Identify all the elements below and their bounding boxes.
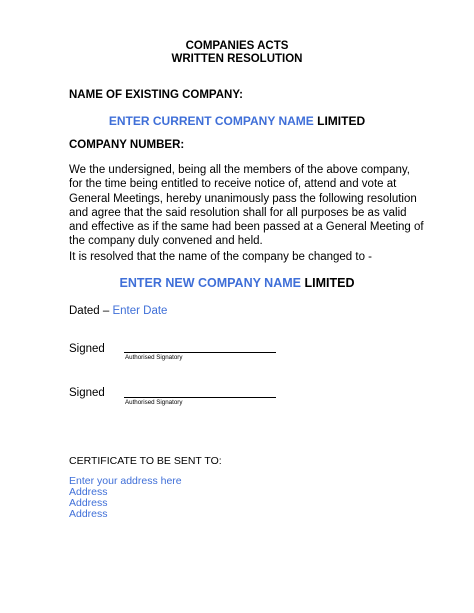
resolution-paragraph	[69, 163, 449, 249]
date-placeholder[interactable]: Enter Date	[112, 305, 168, 317]
certificate-label: CERTIFICATE TO BE SENT TO:	[69, 455, 222, 467]
authorised-signatory-caption: Authorised Signatory	[125, 354, 183, 361]
signed-label: Signed	[69, 387, 105, 399]
paragraph-line: We the undersigned, being all the members of the above company,	[69, 164, 410, 176]
address-block[interactable]	[69, 476, 182, 520]
address-line[interactable]: Address	[69, 508, 108, 520]
dated-row	[69, 304, 167, 318]
existing-company-suffix: LIMITED	[317, 114, 366, 128]
existing-company-label: NAME OF EXISTING COMPANY:	[69, 89, 243, 101]
signature-line[interactable]	[124, 352, 276, 353]
existing-company-name	[0, 114, 474, 128]
new-company-name-placeholder[interactable]: ENTER NEW COMPANY NAME	[119, 276, 301, 290]
dated-label: Dated –	[69, 305, 110, 317]
authorised-signatory-caption: Authorised Signatory	[125, 399, 183, 406]
company-number-label: COMPANY NUMBER:	[69, 139, 185, 151]
document-title-line1: COMPANIES ACTS	[185, 40, 289, 52]
new-company-suffix: LIMITED	[304, 276, 355, 290]
paragraph-line: the company duly convened and held.	[69, 235, 263, 248]
paragraph-line: for the time being entitled to receive notice of, attend and vote at	[69, 178, 397, 191]
address-line[interactable]: Address	[69, 497, 108, 509]
paragraph-line: and agree that the said resolution shall for all purposes be as valid	[69, 206, 407, 219]
document-title-line2: WRITTEN RESOLUTION	[171, 53, 303, 65]
new-company-name	[0, 276, 474, 290]
signature-line[interactable]	[124, 397, 276, 398]
signed-label: Signed	[69, 343, 105, 355]
paragraph-line: General Meetings, hereby unanimously pass the following resolution	[69, 192, 417, 205]
resolved-statement: It is resolved that the name of the company be changed to -	[69, 251, 373, 263]
paragraph-line: and effective as if the same had been passed at a General Meeting of	[69, 221, 424, 234]
address-line[interactable]: Address	[69, 486, 108, 498]
current-company-name-placeholder[interactable]: ENTER CURRENT COMPANY NAME	[108, 114, 314, 128]
address-line[interactable]: Enter your address here	[69, 475, 182, 487]
